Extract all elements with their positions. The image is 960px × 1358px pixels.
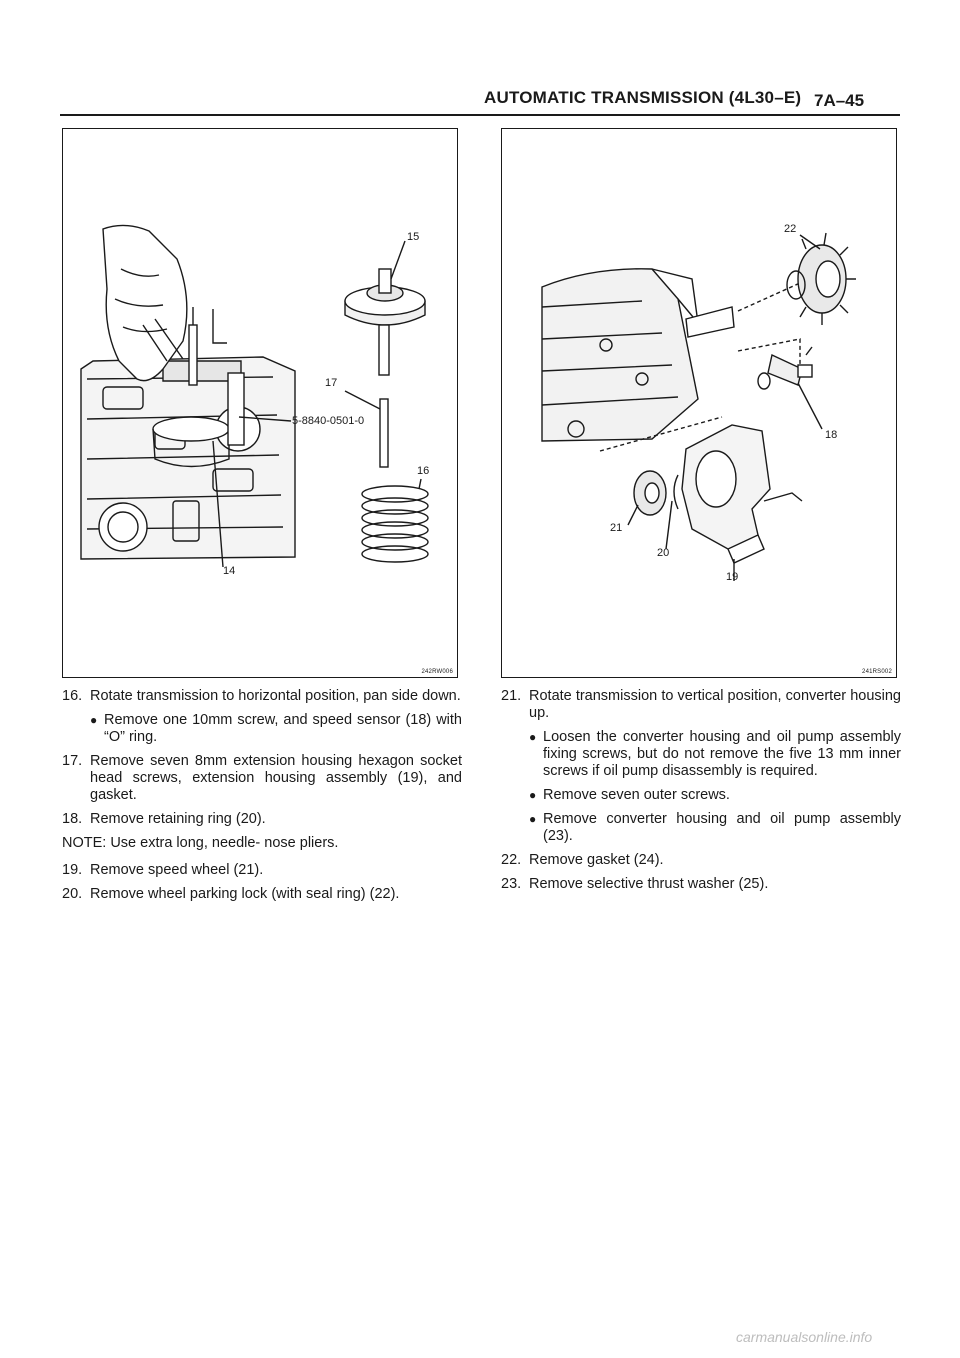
step-19: [62, 862, 462, 879]
page-header: [0, 0, 960, 120]
bullet-text: Remove seven outer screws.: [543, 787, 730, 803]
step-text: Remove wheel parking lock (with seal ring) (22).: [90, 886, 400, 902]
figure-code: 242RW006: [421, 669, 453, 675]
callout-22: 22: [784, 223, 797, 235]
figure-valve-body-tool: [62, 128, 458, 678]
step-text: Remove selective thrust washer (25).: [529, 876, 769, 892]
step-21-bullet-1: [501, 729, 901, 780]
step-22: [501, 852, 901, 869]
bullet-icon: ●: [529, 730, 537, 744]
callout-18: 18: [825, 429, 838, 441]
figure-code: 241RS002: [862, 669, 892, 675]
bullet-icon: ●: [529, 812, 537, 826]
right-text-column: [501, 688, 901, 900]
page-number: 7A–45: [814, 91, 865, 110]
step-23: [501, 876, 901, 893]
step-18: [62, 811, 462, 828]
figure-extension-housing: [501, 128, 897, 678]
callout-20: 20: [657, 547, 670, 559]
step-text: Remove retaining ring (20).: [90, 811, 266, 827]
step-number: 16.: [62, 688, 83, 704]
step-21-bullet-2: [501, 787, 901, 804]
note-text: NOTE: Use extra long, needle- nose pliers.: [62, 835, 339, 851]
step-text: Remove seven 8mm extension housing hexagon socket head screws, extension housing assembly (19), and gasket.: [90, 753, 462, 803]
watermark: carmanualsonline.info: [736, 1329, 873, 1345]
callout-tool-number: 5-8840-0501-0: [292, 415, 365, 427]
step-number: 17.: [62, 753, 83, 769]
step-number: 18.: [62, 811, 83, 827]
step-number: 22.: [501, 852, 522, 868]
step-16-bullet: [62, 712, 462, 746]
step-text: Rotate transmission to horizontal position, pan side down.: [90, 688, 461, 704]
step-21-bullet-3: [501, 811, 901, 845]
step-number: 19.: [62, 862, 83, 878]
valve-body-illustration: [63, 129, 457, 677]
section-title: AUTOMATIC TRANSMISSION (4L30–E): [484, 88, 802, 107]
bullet-icon: ●: [90, 713, 98, 727]
callout-19: 19: [726, 571, 739, 583]
step-text: Rotate transmission to vertical position, converter housing up.: [529, 688, 901, 721]
step-17: [62, 753, 462, 804]
callout-14: 14: [223, 565, 236, 577]
bullet-icon: ●: [529, 788, 537, 802]
left-text-column: [62, 688, 462, 910]
step-number: 23.: [501, 876, 522, 892]
step-text: Remove gasket (24).: [529, 852, 664, 868]
step-21: [501, 688, 901, 722]
callout-15: 15: [407, 231, 420, 243]
bullet-text: Loosen the converter housing and oil pump assembly fixing screws, but do not remove the five 13 mm inner screws if oil pump disassembly is required.: [543, 729, 901, 779]
step-16: [62, 688, 462, 705]
header-rule: [60, 114, 900, 116]
step-number: 21.: [501, 688, 522, 704]
bullet-text: Remove one 10mm screw, and speed sensor (18) with “O” ring.: [104, 712, 462, 745]
step-20: [62, 886, 462, 903]
step-text: Remove speed wheel (21).: [90, 862, 264, 878]
callout-16: 16: [417, 465, 430, 477]
extension-housing-illustration: [502, 129, 896, 677]
bullet-text: Remove converter housing and oil pump assembly (23).: [543, 811, 901, 844]
callout-21: 21: [610, 522, 623, 534]
callout-17: 17: [325, 377, 338, 389]
step-number: 20.: [62, 886, 83, 902]
